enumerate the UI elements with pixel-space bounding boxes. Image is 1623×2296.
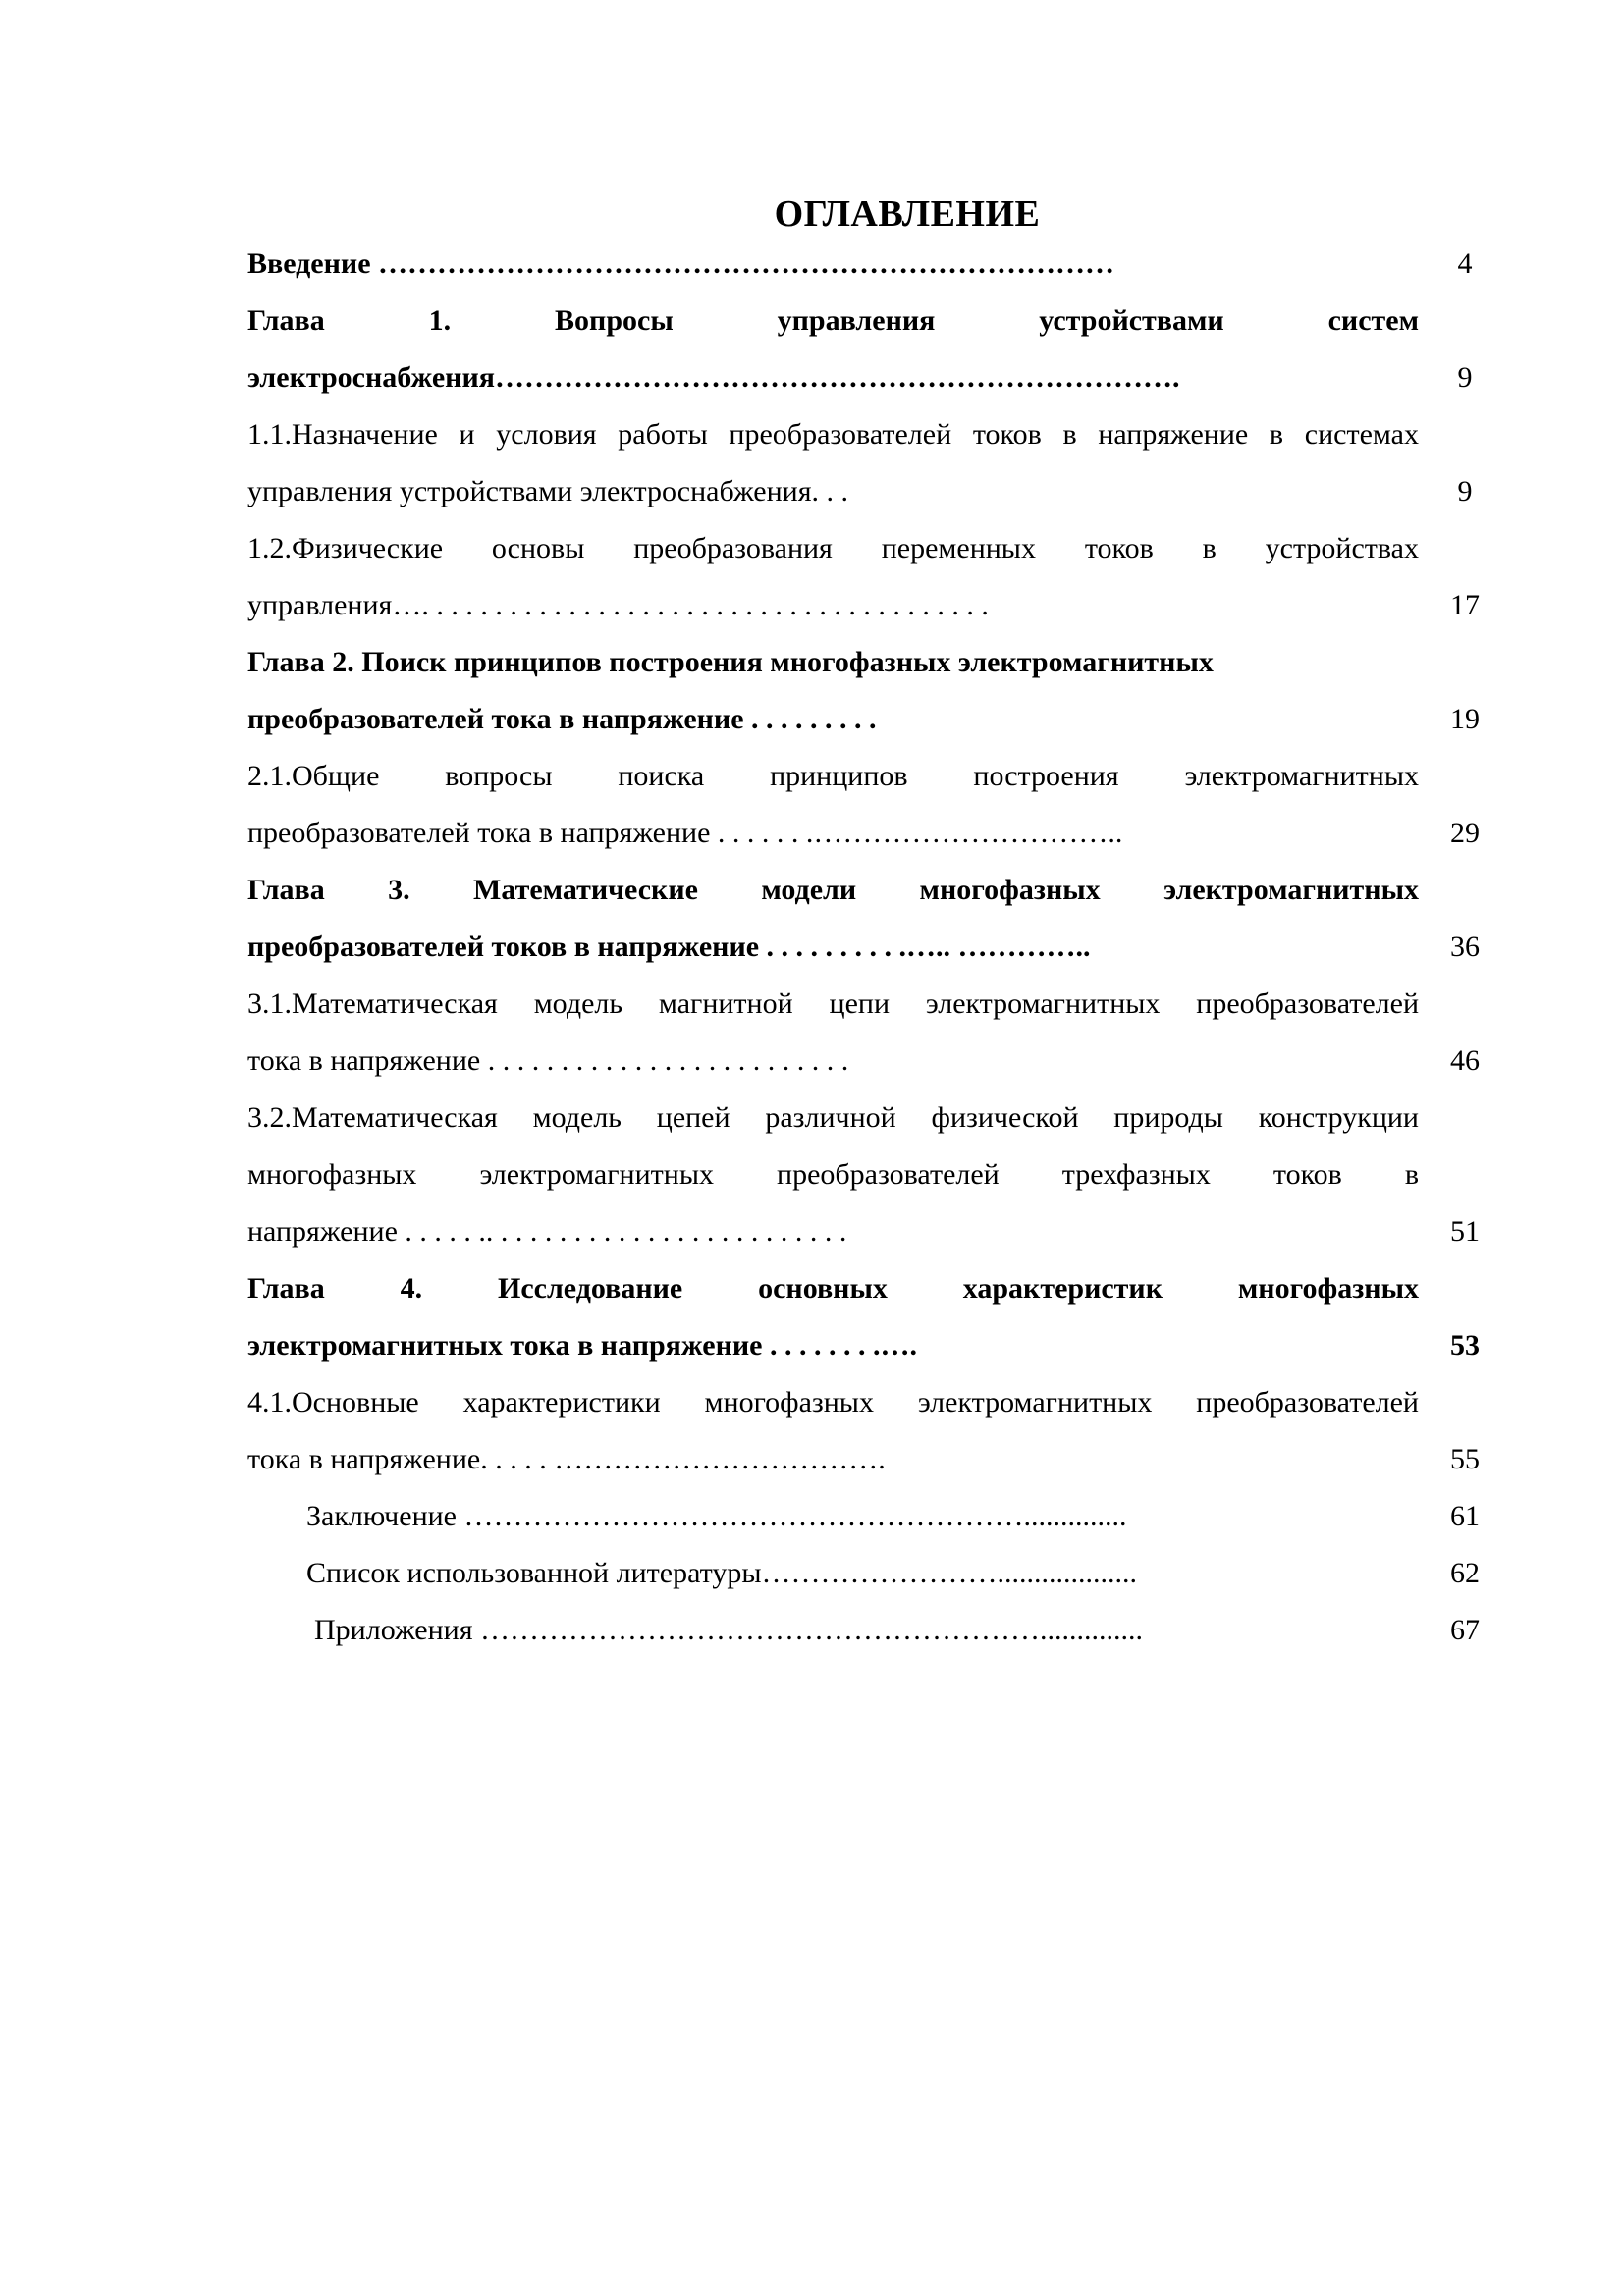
toc-entry-line: электроснабжения……………………………………………………………. <box>247 361 1180 394</box>
toc-page-number: 19 <box>1450 703 1480 735</box>
toc-page-number: 4 <box>1457 247 1473 280</box>
toc-entry-line: 2.1.Общие вопросы поиска принципов построения электромагнитных <box>247 760 1419 792</box>
toc-entry-line: преобразователей токов в напряжение . . . . . . . . . .….. ………….. <box>247 931 1091 963</box>
toc-entry-line: 1.2.Физические основы преобразования переменных токов в устройствах <box>247 532 1419 564</box>
toc-entry-line: тока в напряжение. . . . . ……………………………. <box>247 1443 886 1475</box>
toc-entry-appendices[interactable] <box>247 1602 1494 1659</box>
toc-entry-line: Глава 2. Поиск принципов построения многофазных электромагнитных <box>247 646 1214 678</box>
toc-entry-line: тока в напряжение . . . . . . . . . . . . . . . . . . . . . . . . . <box>247 1044 849 1077</box>
toc-entry-line: электромагнитных тока в напряжение . . . . . . . .…. <box>247 1329 917 1362</box>
toc-entry-line: преобразователей тока в напряжение . . . . . . . . . <box>247 703 877 735</box>
toc-entry-line: 4.1.Основные характеристики многофазных электромагнитных преобразователей <box>247 1386 1419 1418</box>
toc-page-number: 9 <box>1457 475 1473 507</box>
toc-page-number: 36 <box>1450 931 1480 963</box>
table-of-contents <box>247 236 1494 1659</box>
toc-entry-section-1-1[interactable] <box>247 406 1494 520</box>
toc-entry-chapter-2[interactable] <box>247 634 1494 748</box>
toc-entry-chapter-4[interactable] <box>247 1260 1494 1374</box>
toc-entry-line: управления устройствами электроснабжения. . . <box>247 475 849 507</box>
toc-page-number: 67 <box>1450 1614 1480 1646</box>
toc-entry-section-1-2[interactable] <box>247 520 1494 634</box>
toc-entry-line: многофазных электромагнитных преобразователей трехфазных токов в <box>247 1158 1419 1191</box>
toc-entry-intro[interactable] <box>247 236 1494 293</box>
toc-page-number: 61 <box>1450 1500 1480 1532</box>
toc-title: ОГЛАВЛЕНИЕ <box>774 193 1041 235</box>
toc-entry-line: Введение ………………………………………………………………… <box>247 247 1115 280</box>
toc-entry-chapter-1[interactable] <box>247 293 1494 406</box>
toc-page-number: 17 <box>1450 589 1480 621</box>
toc-entry-line: 3.1.Математическая модель магнитной цепи электромагнитных преобразователей <box>247 988 1419 1020</box>
toc-page-number: 9 <box>1457 361 1473 394</box>
toc-page-number: 29 <box>1450 817 1480 849</box>
toc-entry-line: Глава 4. Исследование основных характеристик многофазных <box>247 1272 1419 1305</box>
toc-entry-line: Глава 1. Вопросы управления устройствами систем <box>247 304 1419 337</box>
toc-entry-line: 1.1.Назначение и условия работы преобразователей токов в напряжение в системах <box>247 418 1419 451</box>
toc-page-number: 46 <box>1450 1044 1480 1077</box>
toc-entry-line: управления…. . . . . . . . . . . . . . . . . . . . . . . . . . . . . . . . . . . . . . . <box>247 589 989 621</box>
toc-entry-line: преобразователей тока в напряжение . . . . . . .………………………….. <box>247 817 1123 849</box>
toc-entry-line: Приложения ………………………………………………….............. <box>314 1614 1143 1646</box>
toc-entry-references[interactable] <box>247 1545 1494 1602</box>
toc-entry-line: напряжение . . . . . .. . . . . . . . . . . . . . . . . . . . . . . . . <box>247 1215 847 1248</box>
toc-entry-line: 3.2.Математическая модель цепей различной физической природы конструкции <box>247 1101 1419 1134</box>
toc-entry-section-4-1[interactable] <box>247 1374 1494 1488</box>
toc-entry-section-2-1[interactable] <box>247 748 1494 862</box>
toc-page-number: 53 <box>1450 1329 1480 1362</box>
toc-entry-section-3-1[interactable] <box>247 976 1494 1090</box>
toc-entry-line: Заключение ………………………………………………….............. <box>306 1500 1127 1532</box>
toc-page-number: 55 <box>1450 1443 1480 1475</box>
toc-entry-line: Список использованной литературы……………………................... <box>306 1557 1137 1589</box>
toc-entry-section-3-2[interactable] <box>247 1090 1494 1260</box>
toc-entry-line: Глава 3. Математические модели многофазных электромагнитных <box>247 874 1419 906</box>
toc-entry-chapter-3[interactable] <box>247 862 1494 976</box>
toc-entry-conclusion[interactable] <box>247 1488 1494 1545</box>
toc-page-number: 51 <box>1450 1215 1480 1248</box>
toc-page-number: 62 <box>1450 1557 1480 1589</box>
